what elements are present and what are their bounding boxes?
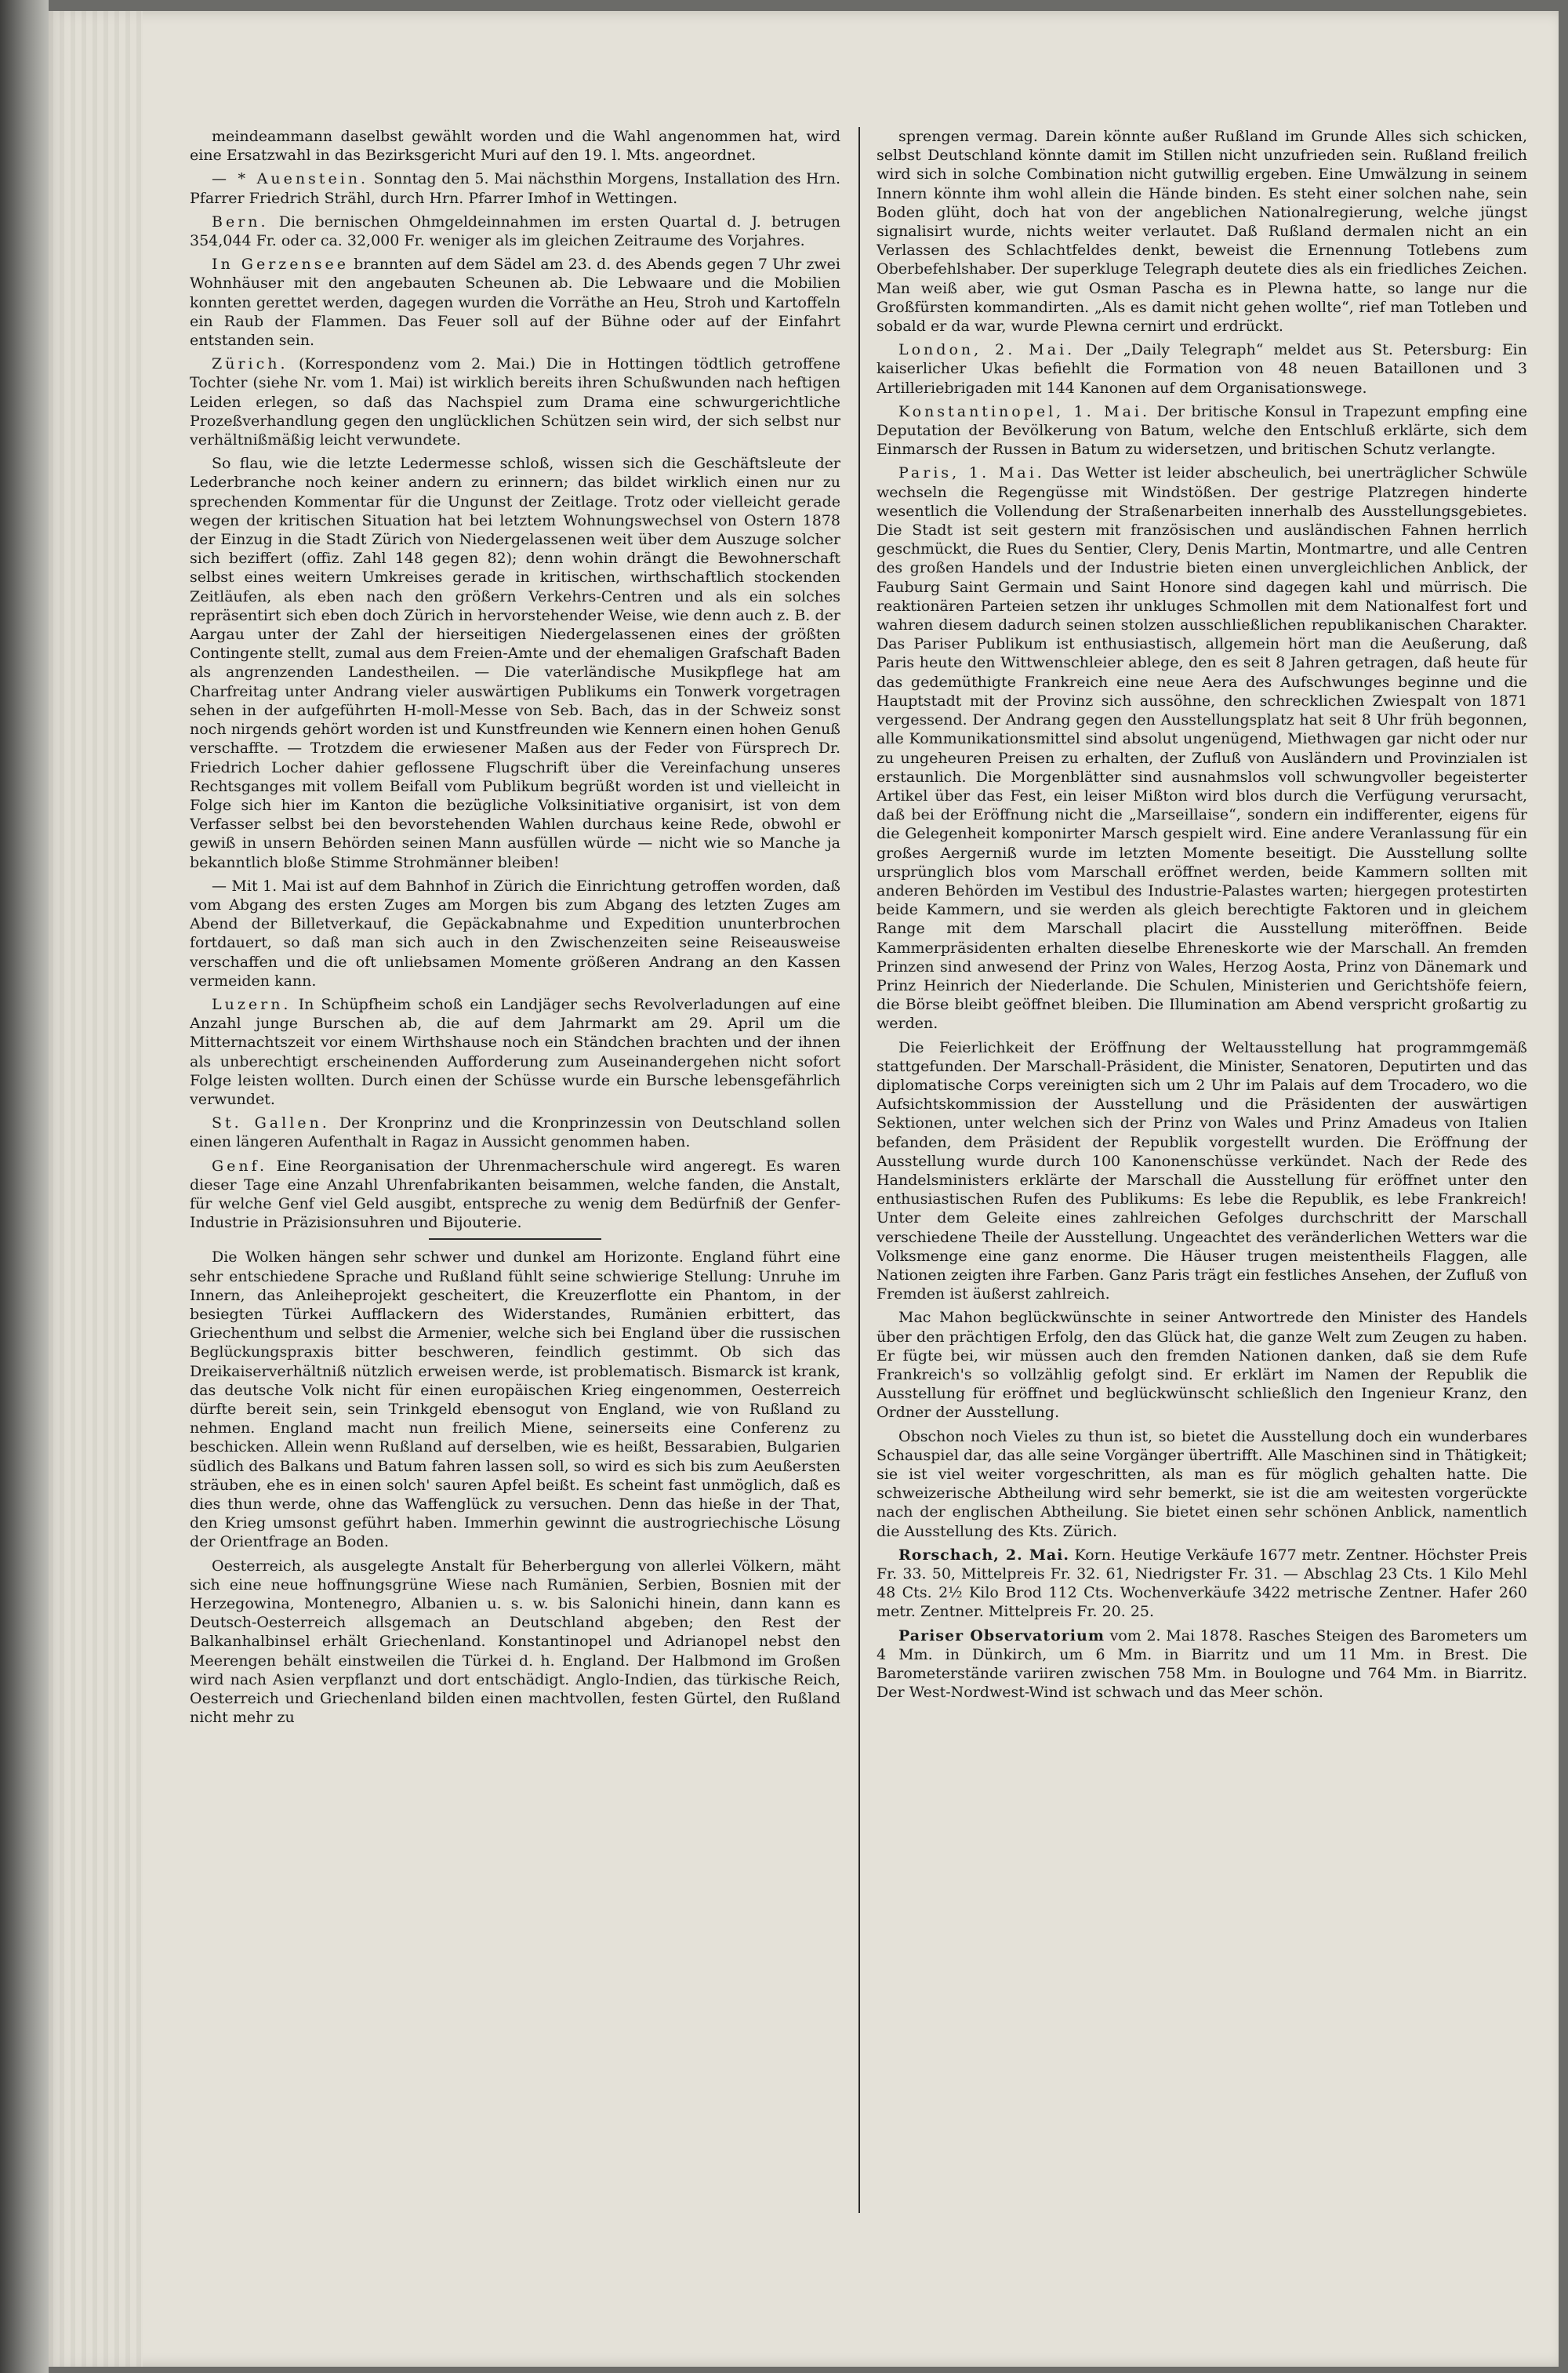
article-konstantinopel	[877, 402, 1527, 460]
article-text: Korn. Heutige Verkäufe 1677 metr. Zentner. Höchster Preis Fr. 33. 50, Mittelpreis Fr. 32. 61, Niedrigster Fr. 31. — Abschlag 23 Cts. 1 Kilo Mehl 48 Cts. 2½ Kilo Brod 112 Cts. Wochenverkäufe 3422 metrische Zentner. Hafer 260 metr. Zentner. Mittelpreis Fr. 20. 25.	[877, 1546, 1527, 1621]
article-lead: — Mit 1. Mai	[212, 877, 311, 895]
right-column	[877, 127, 1527, 2338]
article-columns	[190, 127, 1538, 2338]
article-text: Der „Daily Telegraph“ meldet aus St. Petersburg: Ein kaiserlicher Ukas befiehlt die Formation von 48 neuen Bataillonen und 3 Artilleriebrigaden mit 144 Kanonen auf dem Organisationswege.	[877, 341, 1527, 397]
page-margin-shading	[49, 11, 143, 2367]
article-oesterreich	[190, 1557, 840, 1728]
article-lead: Rorschach, 2. Mai.	[898, 1546, 1070, 1564]
section-divider	[429, 1238, 601, 1240]
article-text: (Korrespondenz vom 2. Mai.) Die in Hottingen tödtlich getroffene Tochter (siehe Nr. vom 1. Mai) ist wirklich bereits ihren Schußwunden nach heftigen Leiden erlegen, so daß das Nachspiel zum Drama eine schwurgerichtliche Prozeßverhandlung gegen den unglücklichen Schützen sein wird, der sich selbst nur verhältnißmäßig leicht verwundete.	[190, 355, 840, 449]
article-text: Der Kronprinz und die Kronprinzessin von Deutschland sollen einen längeren Aufenthalt in Ragaz in Aussicht genommen haben.	[190, 1114, 840, 1151]
article-lead: Bern.	[212, 213, 269, 231]
article-rorschach	[877, 1546, 1527, 1622]
article-obschon	[877, 1427, 1527, 1541]
left-column	[190, 127, 840, 2338]
article-text: Die bernischen Ohmgeldeinnahmen im ersten Quartal d. J. betrugen 354,044 Fr. oder ca. 32,000 Fr. weniger als im gleichen Zeitraume des Vorjahres.	[190, 213, 840, 250]
article-observatorium	[877, 1626, 1527, 1703]
article-text: Eine Reorganisation der Uhrenmacherschule wird angeregt. Es waren dieser Tage eine Anzahl Uhrenfabrikanten beisammen, welche fanden, die Anstalt, für welche Genf viel Geld ausgibt, entspreche zu wenig dem Bedürfniß der Genfer-Industrie in Präzisionsuhren und Bijouterie.	[190, 1157, 840, 1232]
article-text: Die Wolken hängen sehr schwer und dunkel am Horizonte. England führt eine sehr entschiedene Sprache und Rußland fühlt seine schwierige Stellung: Unruhe im Innern, das Anleiheprojekt gescheitert, die Kreuzerflotte ein Phantom, in der besiegten Türkei Aufflackern des Widerstandes, Rumänien erbittert, das Griechenthum und selbst die Armenier, welche sich bei England über die russischen Beglückungspraxis bitter beschweren, feindlich gestimmt. Ob sich das Dreikaiserverhältniß nützlich erweisen werde, ist problematisch. Bismarck ist krank, das deutsche Volk nicht für einen europäischen Krieg eingenommen, Oesterreich dürfte bereit sein, sein Trinkgeld ebensogut von England, wie von Rußland zu nehmen. England macht nun freilich Miene, seinerseits eine Conferenz zu beschicken. Allein wenn Rußland auf derselben, wie es heißt, Bessarabien, Bulgarien südlich des Balkans und Batum fahren lassen soll, so wird es sich bis zum Aeußersten sträuben, ehe es in einen solch' sauren Apfel beißt. Es scheint fast unmöglich, daß es dies thun werde, ohne das Waffenglück zu versuchen. Denn das hieße in der That, den Krieg umsonst geführt haben. Immerhin gewinnt die austrogriechische Lösung der Orientfrage an Boden.	[190, 1248, 840, 1551]
article-auenstein	[190, 169, 840, 207]
article-zuerich	[190, 354, 840, 449]
article-text: brannten auf dem Sädel am 23. d. des Abends gegen 7 Uhr zwei Wohnhäuser mit den angebauten Scheunen ab. Die Lebwaare und die Mobilien konnten gerettet werden, dagegen wurden die Vorräthe an Heu, Stroh und Kartoffeln ein Raub der Flammen. Das Feuer soll auf der Bühne oder auf der Einfahrt entstanden sein.	[190, 256, 840, 350]
article-lead: In Gerzensee	[212, 256, 350, 274]
article-text: meindeammann daselbst gewählt worden und die Wahl angenommen hat, wird eine Ersatzwahl in das Bezirksgericht Muri auf den 19. l. Mts. angeordnet.	[190, 128, 840, 165]
article-lead: Paris, 1. Mai.	[898, 464, 1045, 482]
article-wolken	[190, 1248, 840, 1551]
article-text: Der britische Konsul in Trapezunt empfing eine Deputation der Bevölkerung von Batum, welche den Entschluß erklärte, sich dem Einmarsch der Russen in Batum zu widersetzen, und britischen Schutz verlangte.	[877, 402, 1527, 459]
article-text: Mac Mahon beglückwünschte in seiner Antwortrede den Minister des Handels über den prächtigen Erfolg, den das Glück hat, die ganze Welt zum Zeugen zu haben. Er fügte bei, wir müssen auch den fremden Nationen danken, daß sie dem Rufe Frankreich's so vollzählig gefolgt sind. Er erklärt im Namen der Republik die Ausstellung für eröffnet und beglückwünscht schließlich den Ingenieur Kranz, den Ordner der Ausstellung.	[877, 1309, 1527, 1422]
article-text: Das Wetter ist leider abscheulich, bei unerträglicher Schwüle wechseln die Regengüsse mit Windstößen. Der gestrige Platzregen hinderte wesentlich die Vollendung der Straßenarbeiten innerhalb des Ausstellungsgebietes. Die Stadt ist seit gestern mit französischen und ausländischen Fahnen herrlich geschmückt, die Rues du Sentier, Clery, Denis Martin, Montmartre, und alle Centren des großen Handels und der Industrie bieten einen unvergleichlichen Anblick, der Fauburg Saint Germain und Saint Honore sind dagegen kahl und mürrisch. Die reaktionären Parteien setzen ihr unkluges Schmollen mit dem Nationalfest fort und wahren diesem dadurch seinen stolzen ausschließlichen republikanischen Charakter. Das Pariser Publikum ist enthusiastisch, allgemein hört man die Aeußerung, daß Paris heute den Wittwenschleier ablege, den es seit 8 Jahren getragen, daß heute für das gedemüthigte Frankreich eine neue Aera des Aufschwunges beginne und die Hauptstadt mit der Provinz sich aussöhne, den schrecklichen Zwiespalt von 1871 vergessend. Der Andrang gegen den Ausstellungsplatz hat seit 8 Uhr früh begonnen, alle Kommunikationsmittel sind absolut ungenügend, Miethwagen gar nicht oder nur zu ungeheuren Preisen zu erhalten, der Zufluß von Ausländern und Provinzialen ist erstaunlich. Die Morgenblätter sind ausnahmslos voll schwungvoller begeisterter Artikel über das Fest, ein leiser Mißton wird blos durch die Verfügung verursacht, daß bei der Eröffnung nicht die „Marseillaise“, sondern ein indifferenter, eigens für die Gelegenheit komponirter Marsch gespielt wird. Eine andere Veranlassung für ein großes Aergerniß wurde im letzten Momente beseitigt. Die Ausstellung sollte ursprünglich blos vom Marschall eröffnet werden, beide Kammern sollten mit anderen Behörden im Vestibul des Industrie-Palastes warten; hiergegen protestirten beide Kammern, und sie werden als gleich berechtigte Faktoren und in gleichem Range mit dem Marschall placirt die Ausstellung miteröffnen. Beide Kammerpräsidenten erhalten dieselbe Ehreneskorte wie der Marschall. An fremden Prinzen sind anwesend der Prinz von Wales, Herzog Aosta, Prinz von Dänemark und Prinz Heinrich der Niederlande. Die Schulen, Ministerien und Gerichtshöfe feiern, die Börse bleibt geöffnet bleiben. Die Illumination am Abend verspricht großartig zu werden.	[877, 464, 1527, 1033]
article-lead: Pariser Observatorium	[898, 1626, 1105, 1644]
article-text: Oesterreich, als ausgelegte Anstalt für Beherbergung von allerlei Völkern, mäht sich eine neue hoffnungsgrüne Wiese nach Rumänien, Serbien, Bosnien mit der Herzegowina, Montenegro, Albanien u. s. w. bis Salonichi hinein, dann kann es Deutsch-Oesterreich allsgemach an Deutschland abgeben; den Rest der Balkanhalbinsel erhält Griechenland. Konstantinopel und Adrianopel nebst den Meerengen behält einstweilen die Türkei d. h. England. Der Halbmond im Großen wird nach Asien verpflanzt und dort entschädigt. Anglo-Indien, das türkische Reich, Oesterreich und Griechenland bilden einen machtvollen, festen Gürtel, den Rußland nicht mehr zu	[190, 1557, 840, 1727]
article-gerzensee	[190, 255, 840, 350]
column-divider	[858, 127, 860, 2213]
article-lead: Luzern.	[212, 995, 292, 1013]
article-meindeammann	[190, 127, 840, 165]
article-lead: St. Gallen.	[212, 1114, 330, 1132]
article-mac-mahon	[877, 1308, 1527, 1422]
article-feierlichkeit	[877, 1038, 1527, 1304]
article-ledermesse	[190, 454, 840, 871]
article-luzern	[190, 995, 840, 1109]
article-text: sprengen vermag. Darein könnte außer Rußland im Grunde Alles sich schicken, selbst Deutschland könnte damit im Stillen nicht unzufrieden sein. Rußland freilich wird sich in solche Combination nicht gutwillig ergeben. Eine Umwälzung in seinem Innern könnte ihm wohl allein die Hände binden. Es steht einer solchen nahe, sein Boden glüht, doch hat von der angeblichen Nationalregierung, welche jüngst signalisirt wurde, nichts weiter verlautet. Daß Rußland dermalen nicht an ein Verlassen des Schlachtfeldes denkt, beweist die Ernennung Totlebens zum Oberbefehlshaber. Der superkluge Telegraph deutete dies als ein friedliches Zeichen. Man weiß aber, wie gut Osman Pascha es in Plewna hatte, so lange nur die Großfürsten kommandirten. „Als es damit nicht gehen wollte“, rief man Totleben und sobald er da war, wurde Plewna cernirt und erdrückt.	[877, 128, 1527, 336]
article-text: ist auf dem Bahnhof in Zürich die Einrichtung getroffen worden, daß vom Abgang des ersten Zuges am Morgen bis zum Abgang des letzten Zuges am Abend der Billetverkauf, die Gepäckabnahme und Expedition ununterbrochen fortdauert, so daß man sich auch in den Zwischenzeiten seine Reiseausweise verschaffen und die oft unliebsamen Momente größeren Andrang an den Kassen vermeiden kann.	[190, 877, 840, 990]
article-text: Obschon noch Vieles zu thun ist, so bietet die Ausstellung doch ein wunderbares Schauspiel dar, das alle seine Vorgänger übertrifft. Alle Maschinen sind in Thätigkeit; sie ist viel weiter vorgeschritten, als man es für möglich gehalten hatte. Die schweizerische Abtheilung wird sehr bemerkt, sie ist die am weitesten vorgerückte nach der englischen Abtheilung. Sie bietet einen sehr schönen Anblick, namentlich die Ausstellung des Kts. Zürich.	[877, 1427, 1527, 1540]
article-st-gallen	[190, 1114, 840, 1151]
article-lead: London, 2. Mai.	[898, 341, 1076, 359]
article-text: Sonntag den 5. Mai nächsthin Morgens, Installation des Hrn. Pfarrer Friedrich Strähl, durch Hrn. Pfarrer Imhof in Wettingen.	[190, 170, 840, 207]
article-text: So flau, wie die letzte Ledermesse schloß, wissen sich die Geschäftsleute der Lederbranche noch keiner andern zu erinnern; das bildet wirklich einen nur zu sprechenden Kommentar für die Ungunst der Zeitlage. Trotz oder vielleicht gerade wegen der kritischen Situation hat bei letztem Wohnungswechsel von Ostern 1878 der Einzug in die Stadt Zürich von Niedergelassenen weit über dem Auszuge solcher sich beziffert (offiz. Zahl 148 gegen 82); denn wohin drängt die Bewohnerschaft selbst eines weitern Umkreises gerade in kritischen, wirthschaftlich stockenden Zeitläufen, als eben nach den größern Verkehrs-Centren und als ein solches repräsentirt sich eben doch Zürich in hervorstehender Weise, wie denn auch z. B. der Aargau unter der Zahl der hierseitigen Niedergelassenen eines der größten Contingente stellt, zumal aus dem Freien-Amte und der ehemaligen Grafschaft Baden als angrenzenden Landestheilen. — Die vaterländische Musikpflege hat am Charfreitag unter Andrang vieler auswärtigen Publikums ein Tonwerk vorgetragen sehen in der aufgeführten H-moll-Messe von Seb. Bach, das in der Schweiz sonst noch nirgends gehört worden ist und Kunstfreunden wie Kennern einen hohen Genuß verschaffte. — Trotzdem die erwiesener Maßen aus der Feder von Fürsprech Dr. Friedrich Locher dahier geflossene Flugschrift über die Vereinfachung unseres Rechtsganges mit vollem Beifall vom Publikum begrüßt worden ist und vielleicht in Folge sich hier im Kanton die bezügliche Volksinitiative organisirt, ist von dem Verfasser selbst bei den bevorstehenden Wahlen durchaus keine Rede, obwohl er gewiß in unsern Behörden seinen Mann ausfüllen würde — nicht wie so Manche ja bekanntlich bloße Stimme Strohmänner bleiben!	[190, 455, 840, 871]
newspaper-page	[49, 11, 1559, 2367]
article-sprengen	[877, 127, 1527, 336]
article-lead: — * Auenstein.	[212, 170, 369, 188]
article-text: In Schüpfheim schoß ein Landjäger sechs Revolverladungen auf eine Anzahl junge Burschen ab, die auf dem Jahrmarkt am 29. April um die Mitternachtszeit vor einem Wirthshause noch ein Ständchen brachten und der ihnen als unberechtigt erscheinenden Aufforderung zum Auseinandergehen nicht sofort Folge leisten wollten. Durch einen der Schüsse wurde ein Bursche lebensgefährlich verwundet.	[190, 995, 840, 1108]
article-text: vom 2. Mai 1878. Rasches Steigen des Barometers um 4 Mm. in Dünkirch, um 6 Mm. in Biarritz und um 11 Mm. in Brest. Die Barometerstände variiren zwischen 758 Mm. in Boulogne und 764 Mm. in Biarritz. Der West-Nordwest-Wind ist schwach und das Meer schön.	[877, 1626, 1527, 1702]
article-lead: Zürich.	[212, 355, 289, 373]
article-text: Die Feierlichkeit der Eröffnung der Weltausstellung hat programmgemäß stattgefunden. Der Marschall-Präsident, die Minister, Senatoren, Deputirten und das diplomatische Corps vereinigten sich um 2 Uhr im Palais auf dem Trocadero, wo die Aufsichtskommission der Ausstellung und die Präsidenten der auswärtigen Sektionen, unter welchen sich der Prinz von Wales und Prinz Amadeus von Italien befanden, dem Präsident der Republik vorgestellt wurden. Die Eröffnung der Ausstellung wurde durch 100 Kanonenschüsse verkündet. Nach der Rede des Handelsministers erklärte der Marschall die Ausstellung für eröffnet unter den enthusiastischen Rufen des Publikums: Es lebe die Republik, es lebe Frankreich! Unter dem Geleite eines zahlreichen Gefolges durchschritt der Marschall verschiedene Theile der Ausstellung. Ungeachtet des veränderlichen Wetters war die Volksmenge eine ganz enorme. Die Häuser trugen meistentheils Flaggen, alle Nationen zeigten ihre Farben. Ganz Paris trägt ein festliches Ansehen, der Zufluß von Fremden ist äußerst zahlreich.	[877, 1038, 1527, 1303]
article-lead: Konstantinopel, 1. Mai.	[898, 402, 1151, 420]
article-bern	[190, 213, 840, 250]
scan-binding-edge	[0, 0, 49, 2373]
article-lead: Genf.	[212, 1157, 268, 1175]
article-paris	[877, 463, 1527, 1033]
article-london	[877, 340, 1527, 398]
article-bahnhof	[190, 877, 840, 990]
article-genf	[190, 1157, 840, 1233]
